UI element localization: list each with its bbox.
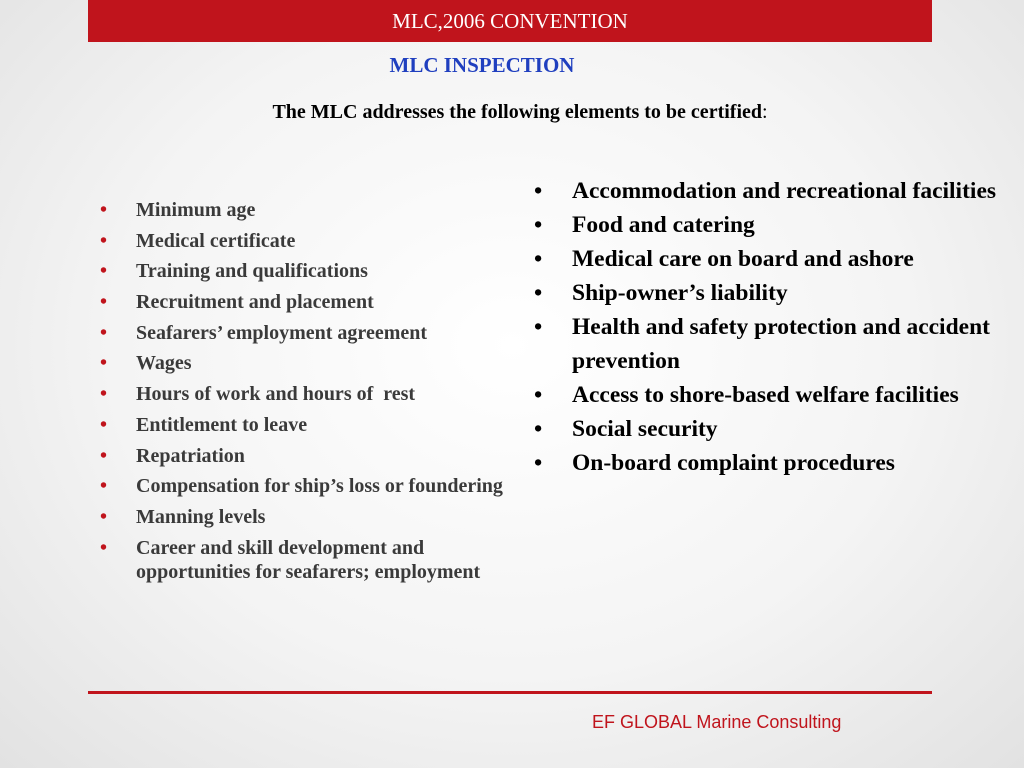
list-item: [100, 198, 520, 222]
list-item-text: Seafarers’ employment agreement: [136, 321, 428, 344]
intro-line: [0, 101, 1024, 124]
title-bar: [88, 0, 932, 42]
list-item: [100, 351, 520, 375]
bullet-icon: •: [534, 416, 543, 442]
bullet-icon: •: [100, 383, 108, 406]
list-item: [534, 412, 1004, 446]
list-item-text: Social security: [572, 416, 718, 442]
list-item-text: Recruitment and placement: [136, 291, 374, 314]
list-item-text: Minimum age: [136, 199, 256, 221]
bullet-icon: •: [100, 199, 108, 221]
list-item: [100, 536, 520, 584]
intro-colon: :: [762, 101, 768, 123]
bullet-icon: •: [534, 178, 543, 204]
bullet-icon: •: [534, 246, 543, 272]
list-item-text: Medical care on board and ashore: [572, 246, 914, 272]
bullet-icon: •: [100, 229, 108, 252]
list-item: [100, 229, 520, 253]
list-item-text: Accommodation and recreational facilities: [572, 178, 997, 204]
bullet-icon: •: [534, 450, 543, 476]
footer-company-name: EF GLOBAL Marine Consulting: [592, 712, 842, 732]
intro-text: The MLC addresses the following elements to be certified: [272, 101, 762, 123]
list-item-text: Manning levels: [136, 505, 266, 528]
list-item: [100, 290, 520, 314]
left-bullet-list: [100, 198, 520, 590]
right-bullet-list: [534, 174, 1004, 480]
list-item-text: On-board complaint procedures: [572, 450, 895, 476]
bullet-icon: •: [534, 280, 543, 306]
list-item-text: Ship-owner’s liability: [572, 280, 788, 306]
bullet-icon: •: [534, 212, 543, 238]
list-item: [100, 474, 520, 498]
list-item-text: Wages: [136, 352, 192, 375]
list-item: [534, 446, 1004, 480]
bullet-icon: •: [100, 505, 108, 528]
bullet-icon: •: [100, 444, 108, 467]
list-item-text: Compensation for ship’s loss or foundering: [136, 475, 503, 498]
bullet-icon: •: [534, 382, 543, 408]
list-item: [534, 276, 1004, 310]
slide-subtitle: MLC INSPECTION: [389, 53, 575, 77]
bullet-icon: •: [534, 314, 543, 340]
bullet-icon: •: [100, 260, 108, 283]
list-item-text: Access to shore-based welfare facilities: [572, 382, 959, 408]
list-item: [534, 208, 1004, 242]
list-item-text: Medical certificate: [136, 229, 296, 252]
list-item: [534, 310, 1004, 378]
bullet-icon: •: [100, 291, 108, 314]
list-item-text: Repatriation: [136, 444, 245, 467]
list-item-text: Hours of work and hours of rest: [136, 383, 416, 406]
list-item: [534, 378, 1004, 412]
list-item: [100, 321, 520, 345]
list-item: [100, 413, 520, 437]
list-item-text: Food and catering: [572, 212, 755, 238]
bullet-icon: •: [100, 321, 108, 344]
list-item: [100, 382, 520, 406]
list-item: [100, 444, 520, 468]
list-item-text: Career and skill development and opportunities for seafarers; employment: [136, 536, 481, 583]
bullet-icon: •: [100, 536, 108, 559]
bullet-icon: •: [100, 413, 108, 436]
list-item-text: Health and safety protection and accident prevention: [572, 314, 990, 374]
list-item-text: Entitlement to leave: [136, 413, 308, 436]
list-item: [534, 174, 1004, 208]
footer-divider: [88, 691, 932, 694]
bullet-icon: •: [100, 475, 108, 498]
list-item: [534, 242, 1004, 276]
bullet-icon: •: [100, 352, 108, 375]
list-item: [100, 259, 520, 283]
list-item: [100, 505, 520, 529]
list-item-text: Training and qualifications: [136, 260, 368, 283]
slide-title: MLC,2006 CONVENTION: [392, 9, 628, 33]
